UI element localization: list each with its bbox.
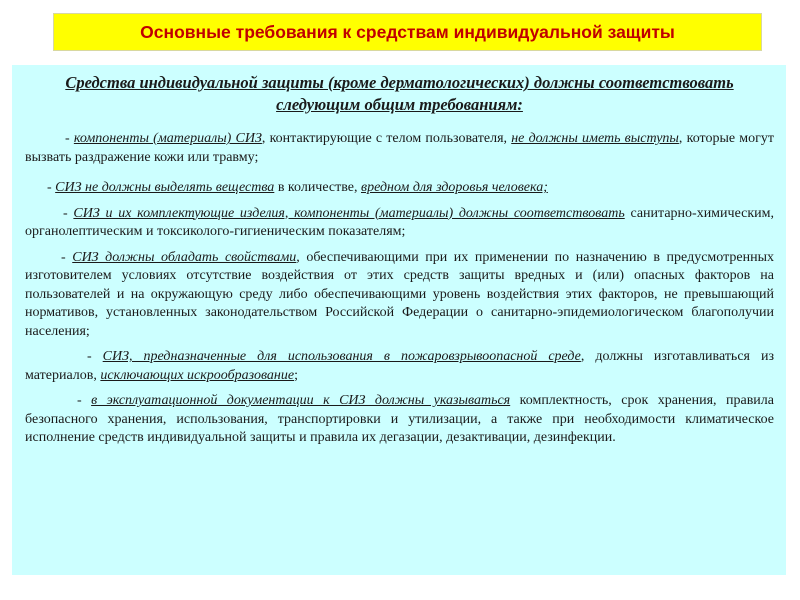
requirement-paragraph: - компоненты (материалы) СИЗ, контактирующие с телом пользователя, не должны иметь выступы, которые могут вызвать раздражение кожи или травму; (25, 131, 774, 165)
requirement-paragraph: - СИЗ должны обладать свойствами, обеспечивающими при их применении по назначению в предусмотренных изготовителем условиях отсутствие воздействия от этих средств защиты вредных и (или) опасных факторов на пользователей и на окружающую среду либо обеспечивающими уровень воздействия этих факторов, не превышающий нормативов, установленных законодательством Российской Федерации о санитарно-эпидемиологическом благополучии населения; (25, 249, 774, 339)
requirement-paragraph: - СИЗ, предназначенные для использования в пожаровзрывоопасной среде, должны изготавливаться из материалов, исключающих искрообразование; (25, 349, 774, 383)
slide-title: Основные требования к средствам индивидуальной защиты (140, 21, 675, 42)
title-banner (53, 13, 762, 51)
requirement-paragraph: - в эксплуатационной документации к СИЗ должны указываться комплектность, срок хранения, правила безопасного хранения, использования, транспортировки и утилизации, а также при необходимости климатическое исполнение средств индивидуальной защиты и правила их дегазации, дезактивации, дезинфекции. (25, 393, 774, 445)
content-panel (12, 65, 786, 575)
requirement-paragraph: - СИЗ и их комплектующие изделия, компоненты (материалы) должны соответствовать санитарно-химическим, органолептическим и токсиколого-гигиеническим показателям; (25, 205, 775, 239)
section-heading: Средства индивидуальной защиты (кроме дерматологических) должны соответствовать следующим общим требованиям: (65, 73, 734, 114)
requirement-paragraph: - СИЗ не должны выделять вещества в количестве, вредном для здоровья человека; (47, 180, 548, 195)
